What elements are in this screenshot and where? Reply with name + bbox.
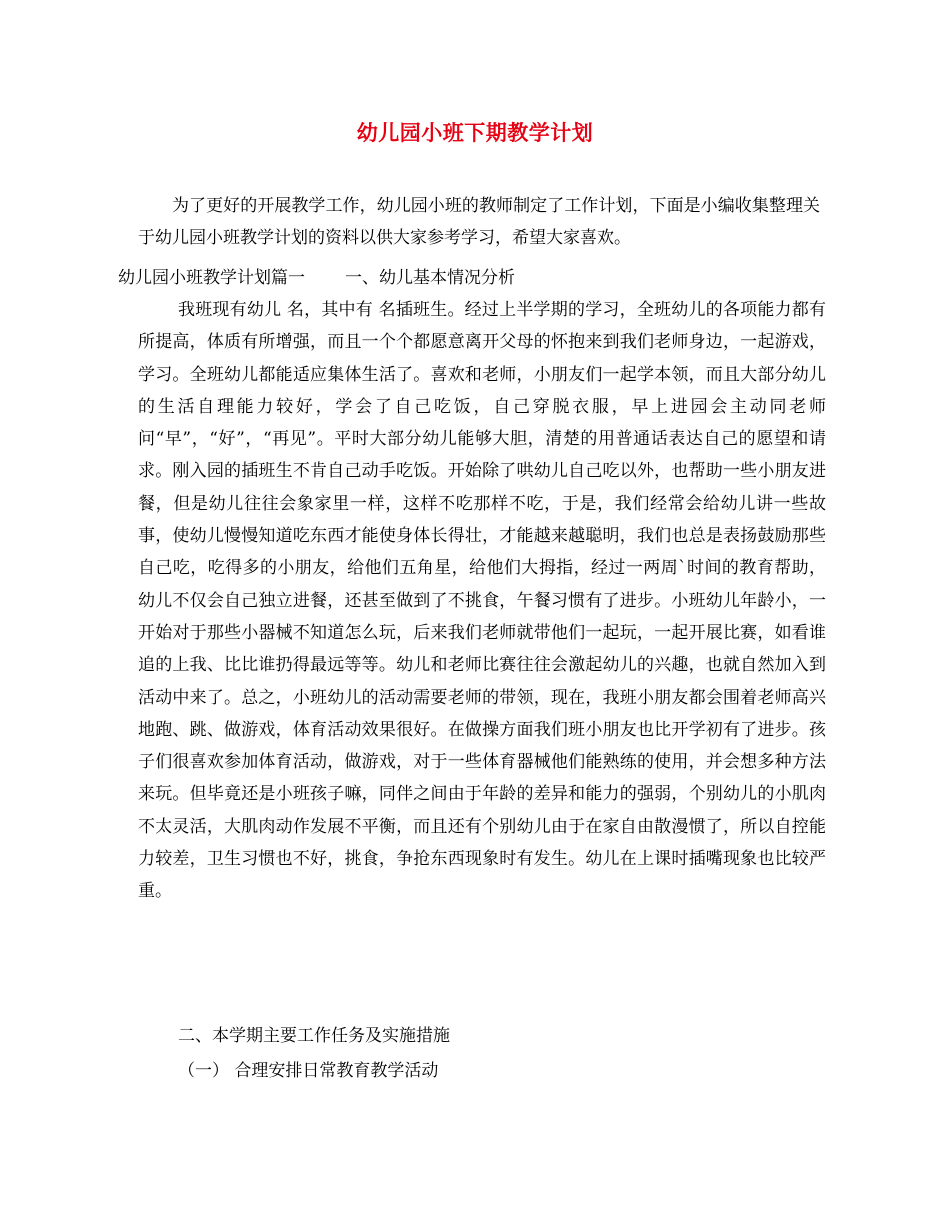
plan-heading: 幼儿园小班教学计划篇一 xyxy=(118,268,305,288)
section-1-heading: 一、幼儿基本情况分析 xyxy=(345,268,515,288)
intro-paragraph: 为了更好的开展教学工作，幼儿园小班的教师制定了工作计划，下面是小编收集整理关于幼儿园小班教学计划的资料以供大家参考学习，希望大家喜欢。 xyxy=(138,196,820,248)
plan-heading-line xyxy=(118,262,515,294)
subsection-1-heading: （一） 合理安排日常教育教学活动 xyxy=(178,1061,439,1081)
document-title: 幼儿园小班下期教学计划 xyxy=(356,120,594,145)
section-2-heading: 二、本学期主要工作任务及实施措施 xyxy=(178,1026,450,1046)
section-1-body: 我班现有幼儿 名，其中有 名插班生。经过上半学期的学习，全班幼儿的各项能力都有所提高，体质有所增强，而且一个个都愿意离开父母的怀抱来到我们老师身边，一起游戏，学习。全班幼儿都能适应集体生活了。喜欢和老师，小朋友们一起学本领，而且大部分幼儿的生活自理能力较好，学会了自己吃饭，自己穿脱衣服，早上进园会主动同老师问“早”，“好”，“再见”。平时大部分幼儿能够大胆，清楚的用普通话表达自己的愿望和请求。刚入园的插班生不肯自己动手吃饭。开始除了哄幼儿自己吃以外，也帮助一些小朋友进餐，但是幼儿往往会象家里一样，这样不吃那样不吃，于是，我们经常会给幼儿讲一些故事，使幼儿慢慢知道吃东西才能使身体长得壮，才能越来越聪明，我们也总是表扬鼓励那些自己吃，吃得多的小朋友，给他们五角星，给他们大拇指，经过一两周`时间的教育帮助，幼儿不仅会自己独立进餐，还甚至做到了不挑食，午餐习惯有了进步。小班幼儿年龄小，一开始对于那些小器械不知道怎么玩，后来我们老师就带他们一起玩，一起开展比赛，如看谁追的上我、比比谁扔得最远等等。幼儿和老师比赛往往会激起幼儿的兴趣，也就自然加入到活动中来了。总之，小班幼儿的活动需要老师的带领，现在，我班小朋友都会围着老师高兴地跑、跳、做游戏，体育活动效果很好。在做操方面我们班小朋友也比开学初有了进步。孩子们很喜欢参加体育活动，做游戏，对于一些体育器械他们能熟练的使用，并会想多种方法来玩。但毕竟还是小班孩子嘛，同伴之间由于年龄的差异和能力的强弱，个别幼儿的小肌肉不太灵活，大肌肉动作发展不平衡，而且还有个别幼儿由于在家自由散漫惯了，所以自控能力较差，卫生习惯也不好，挑食，争抢东西现象时有发生。幼儿在上课时插嘴现象也比较严重。 xyxy=(138,300,826,902)
